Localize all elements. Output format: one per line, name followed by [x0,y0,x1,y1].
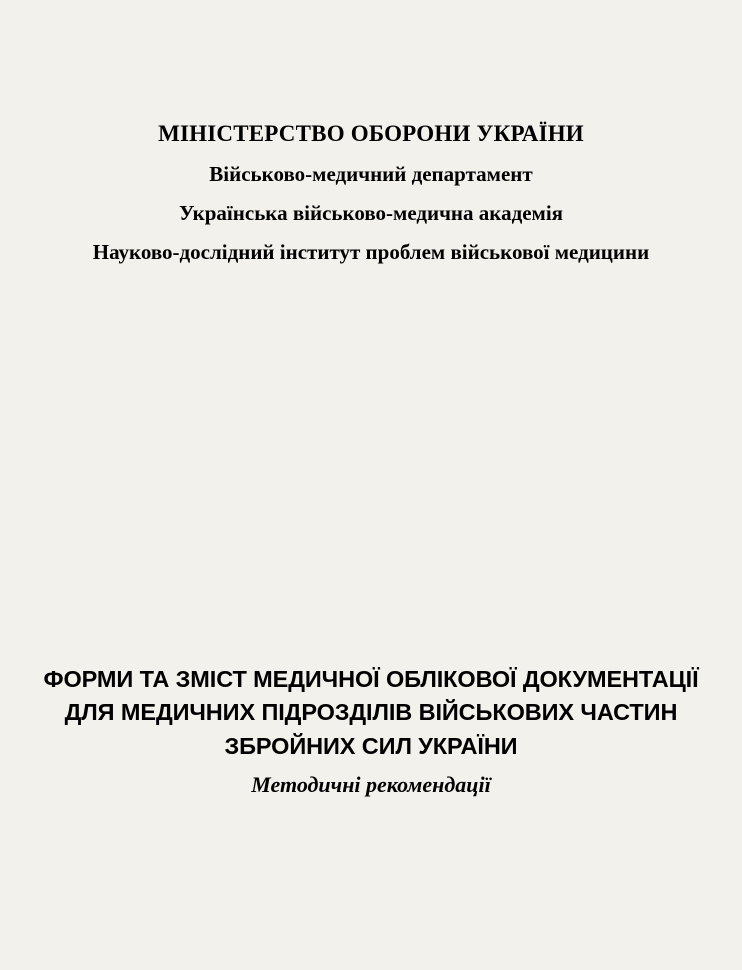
document-title-line-2: ДЛЯ МЕДИЧНИХ ПІДРОЗДІЛІВ ВІЙСЬКОВИХ ЧАСТИН [64,699,678,726]
ministry-name: МІНІСТЕРСТВО ОБОРОНИ УКРАЇНИ [158,121,584,146]
department-name: Військово-медичний департамент [209,162,533,186]
academy-name: Українська військово-медична академія [178,201,564,225]
document-title-line-1: ФОРМИ ТА ЗМІСТ МЕДИЧНОЇ ОБЛІКОВОЇ ДОКУМЕНТАЦІЇ [43,666,699,692]
title-page-header [0,122,742,263]
institute-name: Науково-дослідний інститут проблем військової медицини [92,240,650,264]
document-subtitle: Методичні рекомендації [251,772,491,798]
title-page-title-block [0,663,742,798]
document-title-line-3: ЗБРОЙНИХ СИЛ УКРАЇНИ [224,732,518,759]
